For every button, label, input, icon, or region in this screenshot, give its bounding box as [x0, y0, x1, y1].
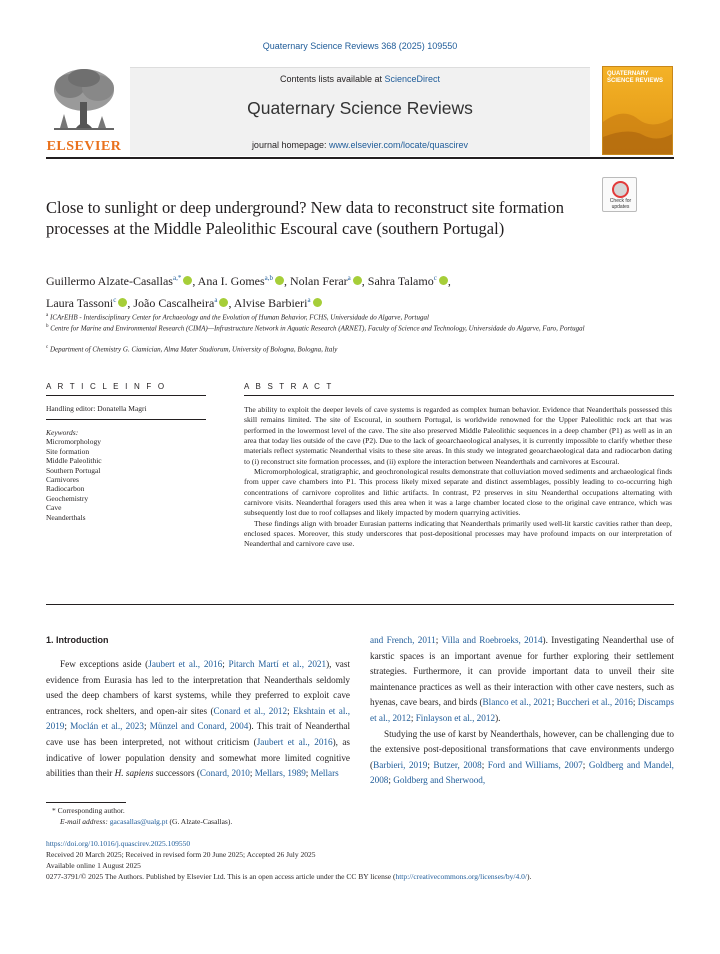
- contents-prefix: Contents lists available at: [279, 74, 385, 84]
- body-text: ), as indicative of lower population density and somewhat more limited cognitive abilities than their: [46, 736, 350, 779]
- doi-link[interactable]: https://doi.org/10.1016/j.quascirev.2025.109550: [46, 839, 191, 848]
- cover-title: QUATERNARY SCIENCE REVIEWS: [607, 71, 664, 84]
- citation-link[interactable]: Mellars: [310, 768, 339, 779]
- author-affiliation-mark[interactable]: a,*: [172, 274, 182, 282]
- body-text: ).: [495, 712, 501, 723]
- orcid-icon[interactable]: [219, 298, 228, 307]
- citation-link[interactable]: Conard, 2010: [199, 768, 250, 779]
- journal-reference-link[interactable]: Quaternary Science Reviews 368 (2025) 109550: [262, 41, 458, 51]
- author-affiliation-mark[interactable]: a: [347, 274, 351, 282]
- journal-homepage-line: [130, 140, 590, 150]
- citation-link[interactable]: Villa and Roebroeks, 2014: [441, 635, 543, 645]
- citation-link[interactable]: Buccheri et al., 2016: [556, 697, 633, 708]
- citation-link[interactable]: Discamps et al., 2012: [370, 697, 674, 723]
- body-paragraph: [370, 727, 674, 789]
- author-name[interactable]: Ana I. Gomes: [197, 274, 265, 288]
- journal-cover-thumbnail: [602, 66, 673, 155]
- citation-link[interactable]: Conard et al., 2012: [213, 705, 288, 716]
- author-name[interactable]: Alvise Barbieri: [233, 295, 308, 310]
- citation-link[interactable]: Barbieri, 2019: [373, 759, 428, 770]
- body-text: ;: [427, 759, 434, 770]
- affiliation-mark: a: [46, 313, 49, 318]
- keyword: Neanderthals: [46, 512, 86, 522]
- citation-link[interactable]: Butzer, 2008: [433, 759, 482, 770]
- body-text: ;: [222, 659, 229, 669]
- keyword: Middle Paleolithic: [46, 456, 102, 466]
- species-name: H. sapiens: [114, 768, 154, 779]
- author-name[interactable]: Nolan Ferar: [290, 274, 348, 288]
- abstract-heading: A B S T R A C T: [244, 382, 334, 391]
- corresponding-label: * Corresponding author.: [52, 806, 125, 815]
- citation-link[interactable]: Jaubert et al., 2016: [256, 736, 333, 747]
- keyword: Radiocarbon: [46, 484, 85, 494]
- keyword: Carnivores: [46, 475, 79, 485]
- body-text: ), vast evidence from Eurasia has led to the interpretation that Neanderthals seldomly used the deep chambers of karst systems, while they preferred to exploit cave entrances, rock shelters, and open-air sites (: [46, 659, 350, 716]
- body-text: ;: [305, 768, 311, 779]
- author-name[interactable]: Sahra Talamo: [367, 274, 434, 288]
- body-text: ;: [582, 759, 589, 770]
- affiliation-text: Centre for Marine and Environmental Research (CIMA)—Infrastructure Network in Aquatic Research (ARNET), Faculty of Science and Technology, Universidade do Algarve, Faro, Portugal: [50, 324, 585, 333]
- body-text: ;: [481, 759, 488, 770]
- article-history: [46, 838, 686, 882]
- corresponding-author-note: [46, 806, 546, 827]
- license-line: [46, 871, 686, 882]
- body-text: ;: [435, 635, 442, 645]
- email-line: [46, 817, 546, 828]
- body-text: ;: [287, 705, 294, 716]
- license-prefix: 0277-3791/© 2025 The Authors. Published by Elsevier Ltd. This is an open access article under the CC BY license (: [46, 872, 396, 881]
- body-paragraph: [370, 633, 674, 727]
- body-text: ;: [144, 721, 150, 732]
- email-label: E-mail address:: [60, 816, 110, 826]
- abstract-paragraph: These findings align with broader Eurasian patterns indicating that Neanderthals primarily used well-lit karstic cavities rather than deep, enclosed spaces. Moreover, this study underscores that post-depositional processes may have profound impacts on our interpretation of Neanderthal and carnivore cave use.: [244, 518, 672, 549]
- author-name[interactable]: Guillermo Alzate-Casallas: [46, 274, 173, 288]
- bookmark-icon: [612, 181, 629, 198]
- abstract-rule-bottom: [46, 604, 674, 605]
- author-affiliation-mark[interactable]: c: [433, 274, 437, 282]
- orcid-icon[interactable]: [439, 276, 448, 285]
- body-text: ;: [632, 697, 638, 708]
- citation-link[interactable]: Mellars, 1989: [254, 768, 306, 779]
- contents-line: [130, 74, 590, 84]
- author-name[interactable]: Laura Tassoni: [46, 295, 114, 310]
- citation-link[interactable]: Münzel and Conard, 2004: [149, 721, 249, 732]
- orcid-icon[interactable]: [275, 276, 284, 285]
- article-title: Close to sunlight or deep underground? New data to reconstruct site formation processes at the Middle Paleolithic Escoural cave (southern Portugal): [46, 198, 564, 238]
- body-text: Few exceptions aside (: [60, 659, 149, 669]
- citation-link[interactable]: Ford and Williams, 2007: [487, 759, 583, 770]
- journal-title: Quaternary Science Reviews: [247, 98, 473, 118]
- orcid-icon[interactable]: [118, 298, 127, 307]
- homepage-prefix: journal homepage:: [251, 140, 329, 150]
- author-affiliation-mark[interactable]: c: [113, 295, 117, 304]
- body-text: ;: [249, 768, 255, 779]
- body-text: ;: [388, 775, 394, 786]
- affiliation-text: Department of Chemistry G. Ciamician, Alma Mater Studiorum, University of Bologna, Bologna, Italy: [49, 345, 338, 354]
- body-text: Studying the use of karst by Neanderthals, however, can be challenging due to the extensive post-depositional transformations that cave environments undergo (: [370, 728, 674, 770]
- affiliation-b: [46, 322, 606, 334]
- author-affiliation-mark[interactable]: a,b: [264, 274, 274, 282]
- body-text: ;: [410, 712, 416, 723]
- author-affiliation-mark[interactable]: a: [214, 295, 218, 304]
- abstract-paragraph: The ability to exploit the deeper levels of cave systems is regarded as complex human behavior. Evidence that Neanderthals possessed this skill remains limited. The site of Escoural, in southern Portugal, is worldwide renowned for the Upper Paleolithic rock art that was performed in the lowermost level of the cave. The site also preserved Middle Paleolithic sequences in a deep chamber (P1) as well as in an area that today lies outside of the cave (P2). Due to the lack of geoarchaeological analyses, it is currently impossible to clarify whether these materials reflect systematic Neanderthal visits to these site areas. In this study we integrated geoarchaeological data and radiocarbon dating to (i) reconstruct site formation processes, and (ii) explore the interaction between Neanderthals and carnivores at Escoural.: [244, 405, 672, 466]
- email-link[interactable]: gacasallas@ualg.pt: [109, 816, 168, 826]
- abstract-rule-top: [244, 395, 674, 396]
- body-column-left: [46, 657, 350, 782]
- article-info-rule: [46, 395, 206, 396]
- sciencedirect-link[interactable]: ScienceDirect: [384, 74, 441, 84]
- citation-link[interactable]: Ekshtain et al., 2019: [46, 705, 350, 732]
- abstract-body: [244, 405, 672, 550]
- body-text: ). Investigating Neanderthal use of karstic spaces is an important avenue for further exploring their settlement strategies. Furthermore, it can provide important data to unveil their site maintenance practices as well as their interaction with other cave nesters, such as hyenas, cave bears, and birds (: [370, 635, 674, 708]
- keyword: Geochemistry: [46, 493, 89, 503]
- citation-link[interactable]: Blanco et al., 2021: [482, 697, 552, 708]
- body-column-right: [370, 633, 674, 789]
- keyword: Site formation: [46, 446, 90, 456]
- body-text: ). This trait of Neanderthal cave use has been interpreted, not without criticism (: [46, 721, 350, 747]
- orcid-icon[interactable]: [183, 276, 192, 285]
- author-list: Guillermo Alzate-Casallas$^{a,*}$ , Ana I. Gomes$^{a,b}$ , Nolan Ferar$^a$ , Sahra Talamo$^c$ , Laura Tassoni$^c$ , João Cascalheira$^a$ , Alvise Barbieri$^a$: [46, 274, 451, 310]
- orcid-icon[interactable]: [353, 276, 362, 285]
- citation-link[interactable]: Goldberg and Sherwood,: [393, 775, 486, 786]
- keywords-block: [46, 428, 206, 522]
- body-text: ;: [64, 721, 71, 732]
- keywords-label: Keywords:: [46, 428, 79, 437]
- citation-link[interactable]: Finlayson et al., 2012: [415, 712, 496, 723]
- author-affiliation-mark[interactable]: a: [307, 295, 311, 304]
- keyword: Micromorphology: [46, 437, 101, 447]
- article-info-heading: A R T I C L E I N F O: [46, 382, 167, 391]
- keyword: Southern Portugal: [46, 465, 101, 475]
- affiliation-mark: b: [46, 324, 49, 329]
- check-updates-label: Check for updates: [609, 198, 632, 210]
- license-link[interactable]: http://creativecommons.org/licenses/by/4.0/: [395, 872, 527, 881]
- journal-homepage-link[interactable]: www.elsevier.com/locate/quascirev: [329, 140, 469, 150]
- orcid-icon[interactable]: [313, 298, 322, 307]
- section-heading-introduction: 1. Introduction: [46, 635, 109, 645]
- citation-link[interactable]: Goldberg and Mandel, 2008: [370, 759, 674, 786]
- abstract-paragraph: Micromorphological, stratigraphic, and geochronological results demonstrate that colluviation moved sediments and archaeological finds from upper cave chambers into P1. This process likely mixed separate and distinct assemblages, possibly leading to co-occurring high concentrations of carnivore coprolites and lithic artifacts. In contrast, P2 preserves in situ Neanderthal occupations alternating with carnivore visits. Neanderthal foragers used this area when it was a large chamber located close to the original cave entrance, which was subsequently lost due to roof collapses and likely impacted by modern quarrying activities.: [244, 467, 672, 518]
- handling-editor: Handling editor: Donatella Magri: [46, 404, 147, 413]
- citation-link[interactable]: Pitarch Martí et al., 2021: [228, 659, 327, 669]
- citation-link[interactable]: Jaubert et al., 2016: [148, 659, 223, 669]
- keyword: Cave: [46, 503, 62, 513]
- affiliation-c: [46, 343, 606, 355]
- check-for-updates-button[interactable]: [602, 177, 637, 212]
- elsevier-wordmark: ELSEVIER: [46, 139, 122, 154]
- header-rule: [46, 157, 674, 159]
- body-text: ;: [551, 697, 557, 708]
- license-suffix: ).: [526, 872, 532, 881]
- email-suffix: (G. Alzate-Casallas).: [167, 816, 233, 826]
- body-text: successors (: [153, 768, 200, 779]
- citation-link[interactable]: Moclán et al., 2023: [70, 721, 144, 732]
- received-dates: Received 20 March 2025; Received in revised form 20 June 2025; Accepted 26 July 2025: [46, 850, 316, 859]
- affiliation-mark: c: [46, 345, 49, 350]
- affiliation-text: ICArEHB - Interdisciplinary Center for Archaeology and the Evolution of Human Behavior, FCHS, Universidade do Algarve, Portugal: [49, 313, 429, 322]
- online-date: Available online 1 August 2025: [46, 861, 141, 870]
- author-name[interactable]: João Cascalheira: [133, 295, 215, 310]
- citation-link[interactable]: and French, 2011: [370, 635, 436, 645]
- footnote-rule: [46, 802, 126, 803]
